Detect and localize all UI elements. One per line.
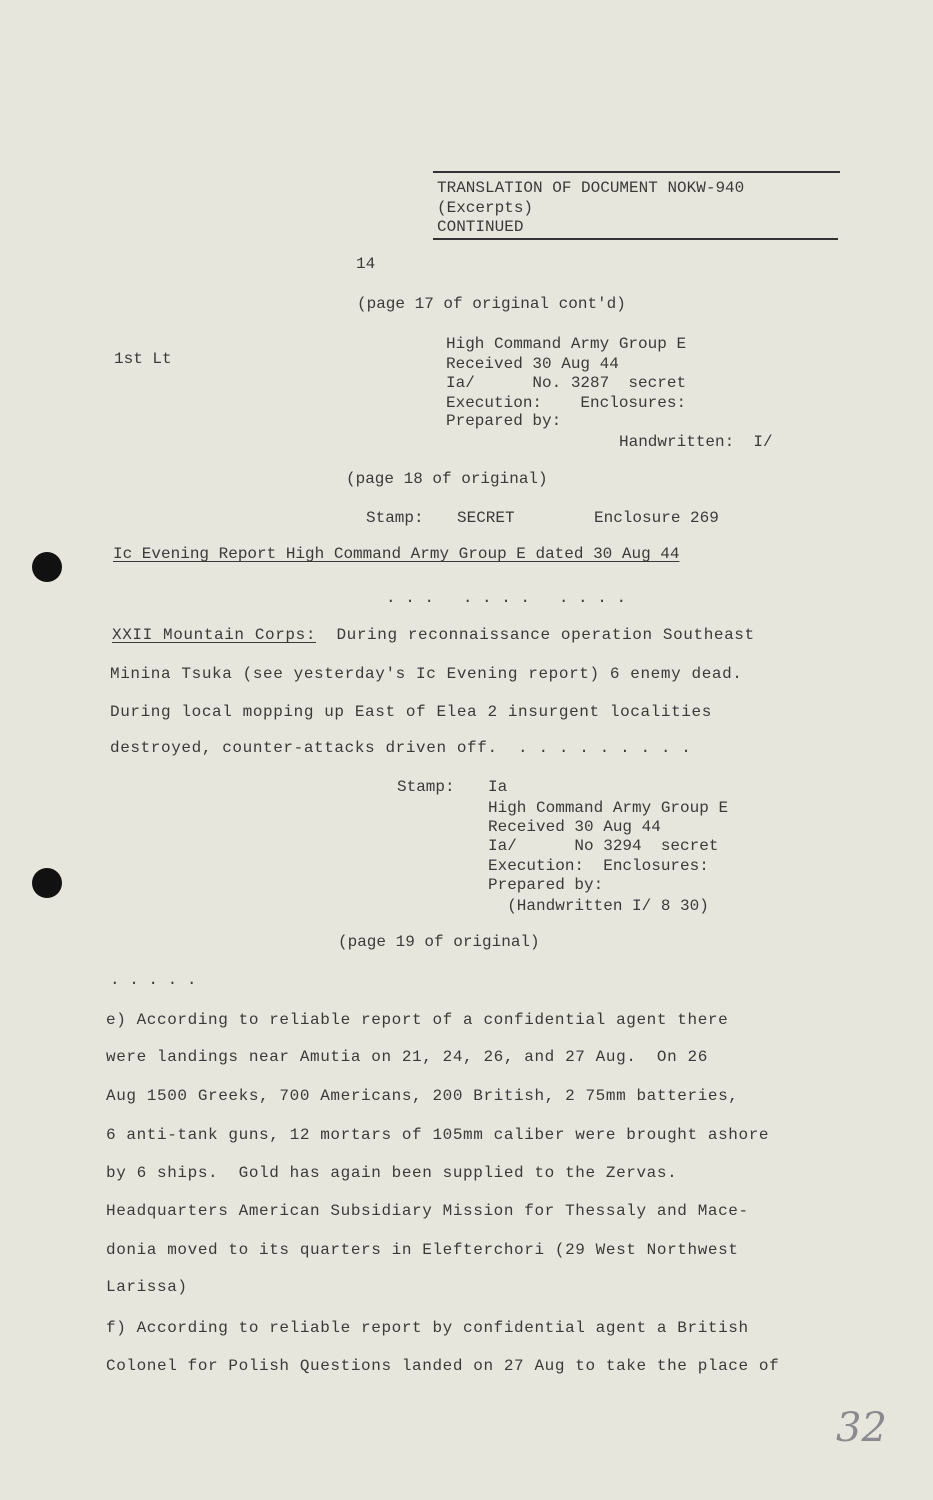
stamp-line: Prepared by:	[446, 412, 562, 430]
para-f-line: Colonel for Polish Questions landed on 27 Aug to take the place of	[106, 1357, 780, 1375]
stamp-line: Prepared by:	[488, 876, 604, 894]
corps-heading: XXII Mountain Corps:	[112, 626, 317, 644]
ellipsis-divider-2: . . . . .	[110, 971, 197, 989]
stamp-line: (Handwritten I/ 8 30)	[488, 897, 709, 915]
stamp-line: Execution: Enclosures:	[488, 857, 709, 875]
stamp-line: Execution: Enclosures:	[446, 394, 687, 412]
para-e-line: Headquarters American Subsidiary Mission for Thessaly and Mace-	[106, 1202, 749, 1220]
page-number: 14	[356, 255, 376, 273]
para-e-line: 6 anti-tank guns, 12 mortars of 105mm caliber were brought ashore	[106, 1126, 770, 1144]
stamp-line: High Command Army Group E	[446, 335, 687, 353]
stamp-label: Stamp:	[397, 778, 455, 796]
page18-note: (page 18 of original)	[346, 470, 548, 488]
para-e-line: Aug 1500 Greeks, 700 Americans, 200 British, 2 75mm batteries,	[106, 1087, 739, 1105]
para-e-line: by 6 ships. Gold has again been supplied to the Zervas.	[106, 1164, 678, 1182]
stamp-line: Ia/ No 3294 secret	[488, 837, 719, 855]
corps-paragraph-line: Minina Tsuka (see yesterday's Ic Evening report) 6 enemy dead.	[110, 665, 743, 683]
document-title: TRANSLATION OF DOCUMENT NOKW-940	[437, 179, 745, 197]
document-status: CONTINUED	[437, 218, 524, 236]
corps-paragraph-line: destroyed, counter-attacks driven off. . . . . . . . . .	[110, 739, 692, 757]
para-e-line: donia moved to its quarters in Elefterchori (29 West Northwest	[106, 1241, 739, 1259]
enclosure-label: Enclosure 269	[594, 509, 719, 527]
corps-paragraph-line: During local mopping up East of Elea 2 insurgent localities	[110, 703, 712, 721]
corps-paragraph-line	[112, 627, 755, 643]
punch-hole-bottom	[32, 868, 62, 898]
page19-note: (page 19 of original)	[338, 933, 540, 951]
stamp-line: Received 30 Aug 44	[446, 355, 619, 373]
punch-hole-top	[32, 552, 62, 582]
secret-stamp-label: Stamp:	[366, 509, 424, 527]
para-f-line: f) According to reliable report by confidential agent a British	[106, 1319, 749, 1337]
para-e-line: e) According to reliable report of a confidential agent there	[106, 1011, 729, 1029]
para-e-line: Larissa)	[106, 1278, 188, 1296]
report-title: Ic Evening Report High Command Army Group E dated 30 Aug 44	[113, 545, 680, 563]
page17-note: (page 17 of original cont'd)	[357, 295, 626, 313]
folio-number: 32	[836, 1405, 887, 1451]
margin-rank: 1st Lt	[114, 350, 172, 368]
stamp-line: High Command Army Group E	[488, 799, 729, 817]
stamp-line: Ia	[488, 778, 508, 796]
stamp-handwritten: Handwritten: I/	[619, 433, 773, 451]
secret-stamp-value: SECRET	[457, 509, 515, 527]
corps-text: During reconnaissance operation Southeast	[336, 626, 755, 644]
document-subtitle: (Excerpts)	[437, 199, 534, 217]
stamp-line: Received 30 Aug 44	[488, 818, 661, 836]
para-e-line: were landings near Amutia on 21, 24, 26, and 27 Aug. On 26	[106, 1048, 708, 1066]
stamp-line: Ia/ No. 3287 secret	[446, 374, 687, 392]
header-top-rule	[433, 171, 840, 173]
ellipsis-divider: . . . . . . . . . . .	[386, 589, 627, 607]
header-bottom-rule	[433, 238, 838, 240]
